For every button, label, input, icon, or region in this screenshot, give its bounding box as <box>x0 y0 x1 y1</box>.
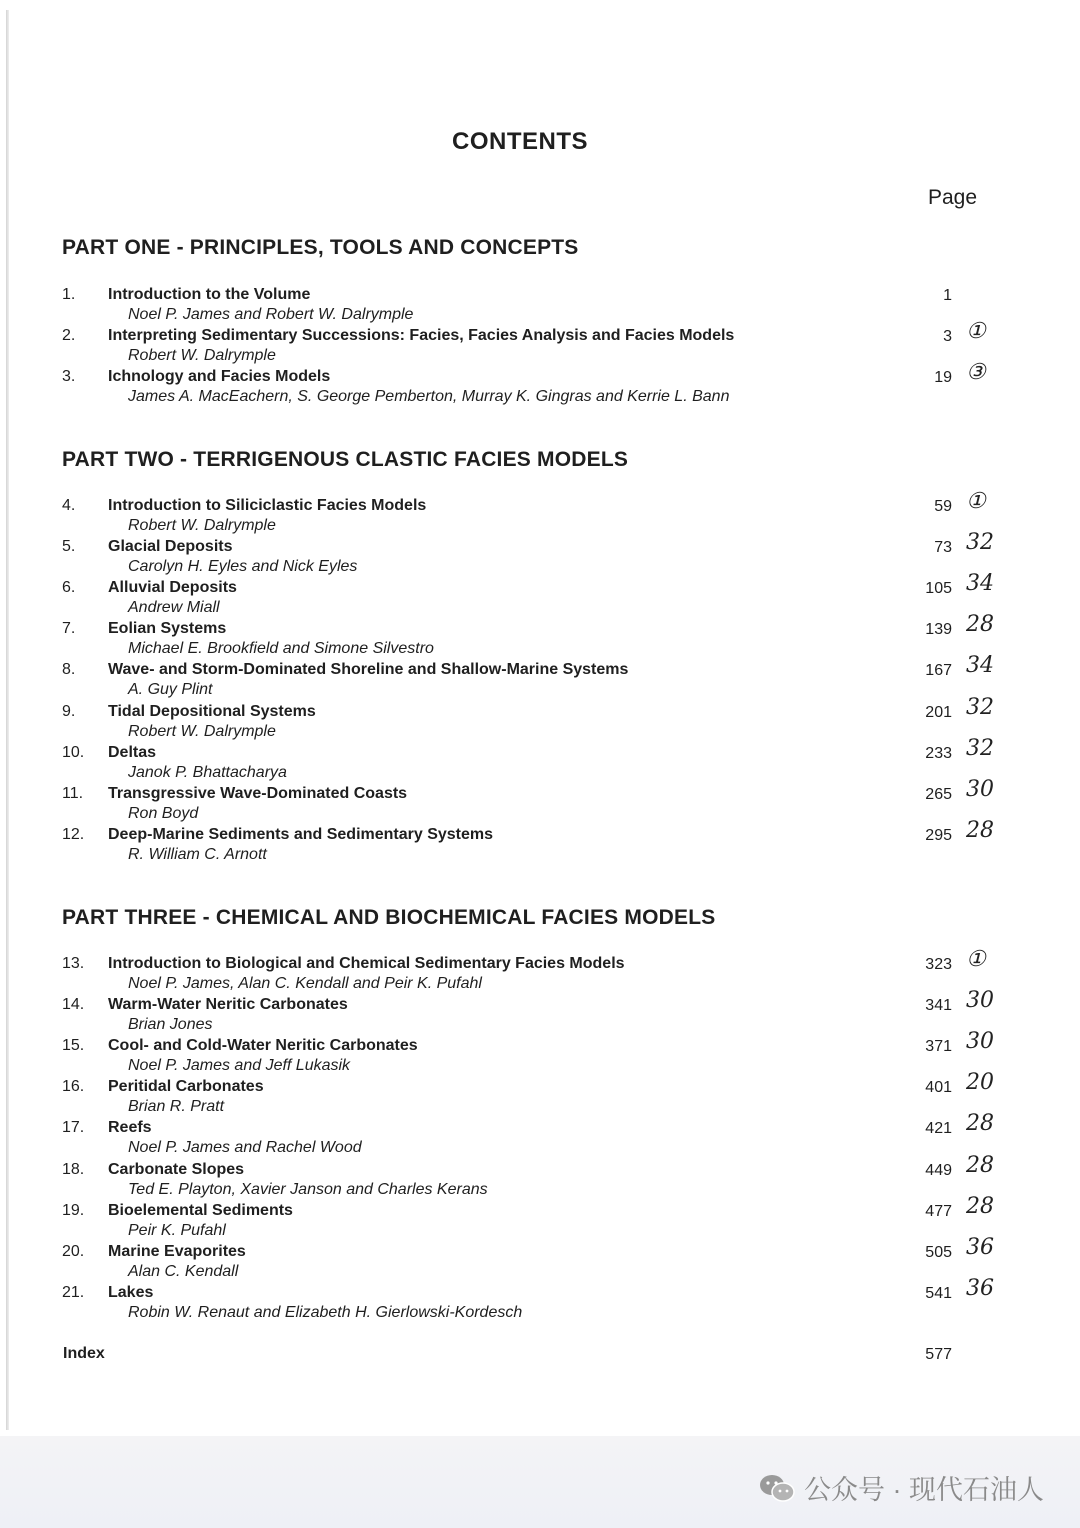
chapter-authors: Noel P. James, Alan C. Kendall and Peir K. Pufahl <box>128 975 482 992</box>
handwritten-note: 34 <box>966 653 994 679</box>
handwritten-note: 32 <box>966 694 994 720</box>
watermark-text: 公众号 · 现代石油人 <box>804 1475 1044 1505</box>
chapter-title[interactable]: Reefs <box>108 1119 152 1137</box>
toc-entry[interactable] <box>0 1275 1080 1325</box>
toc-entry[interactable] <box>0 530 1080 579</box>
handwritten-note: ① <box>966 489 986 514</box>
chapter-title[interactable]: Alluvial Deposits <box>108 579 237 597</box>
chapter-number: 11. <box>62 784 84 802</box>
chapter-authors: Ron Boyd <box>128 804 199 822</box>
part-heading: PART TWO - TERRIGENOUS CLASTIC FACIES MODELS <box>62 448 629 471</box>
chapter-title[interactable]: Tidal Depositional Systems <box>108 702 316 720</box>
chapter-page-number: 233 <box>925 744 952 762</box>
chapter-authors: A. Guy Plint <box>128 681 213 699</box>
chapter-page-number: 59 <box>934 498 952 515</box>
toc-entry[interactable] <box>0 286 1080 327</box>
chapter-number: 3. <box>62 368 76 386</box>
index-label[interactable]: Index <box>63 1345 105 1362</box>
chapter-title[interactable]: Wave- and Storm-Dominated Shoreline and Shallow-Marine Systems <box>108 661 629 679</box>
chapter-page-number: 139 <box>925 621 952 639</box>
chapter-authors: Andrew Miall <box>128 599 220 617</box>
chapter-page-number: 341 <box>925 997 952 1015</box>
chapter-page-number: 265 <box>925 785 952 803</box>
chapter-authors: Ted E. Playton, Xavier Janson and Charles Kerans <box>128 1180 488 1198</box>
page-column-label: Page <box>928 186 978 209</box>
chapter-authors: Brian Jones <box>128 1016 213 1034</box>
chapter-number: 15. <box>62 1037 85 1055</box>
handwritten-note: 28 <box>966 1152 994 1178</box>
chapter-title[interactable]: Introduction to Siliciclastic Facies Models <box>108 497 427 514</box>
chapter-page-number: 73 <box>934 539 952 557</box>
chapter-title[interactable]: Introduction to Biological and Chemical Sedimentary Facies Models <box>108 955 625 972</box>
chapter-page-number: 449 <box>925 1161 952 1179</box>
chapter-authors: Robert W. Dalrymple <box>128 347 276 365</box>
wechat-icon <box>758 1473 796 1503</box>
chapter-page-number: 1 <box>943 287 952 304</box>
toc-entry[interactable] <box>0 735 1080 785</box>
handwritten-note: 30 <box>966 776 994 802</box>
chapter-title[interactable]: Introduction to the Volume <box>108 286 311 303</box>
chapter-number: 1. <box>62 286 76 303</box>
chapter-title[interactable]: Marine Evaporites <box>108 1242 246 1260</box>
handwritten-note: 34 <box>966 571 994 597</box>
chapter-page-number: 19 <box>934 369 952 387</box>
chapter-page-number: 421 <box>925 1120 952 1138</box>
contents-title: CONTENTS <box>452 128 588 155</box>
chapter-authors: James A. MacEachern, S. George Pemberton, Murray K. Gingras and Kerrie L. Bann <box>128 388 730 406</box>
chapter-number: 9. <box>62 702 76 720</box>
toc-entry[interactable] <box>0 612 1080 661</box>
handwritten-note: ③ <box>966 360 986 386</box>
chapter-title[interactable]: Carbonate Slopes <box>108 1160 245 1178</box>
toc-entry[interactable] <box>0 1029 1080 1078</box>
handwritten-note: 28 <box>966 1111 994 1137</box>
chapter-authors: Noel P. James and Rachel Wood <box>128 1139 362 1157</box>
chapter-number: 7. <box>62 620 76 638</box>
chapter-page-number: 541 <box>925 1284 952 1302</box>
toc-entry[interactable] <box>0 319 1080 368</box>
chapter-authors: Janok P. Bhattacharya <box>128 763 287 781</box>
handwritten-note: 36 <box>966 1275 994 1301</box>
chapter-page-number: 201 <box>925 703 952 721</box>
watermark <box>758 1468 1044 1507</box>
toc-entry[interactable] <box>0 1193 1080 1243</box>
handwritten-note: 32 <box>966 735 994 761</box>
index-page-number: 577 <box>925 1346 952 1363</box>
handwritten-note: 32 <box>966 530 994 556</box>
chapter-number: 5. <box>62 538 76 556</box>
chapter-title[interactable]: Glacial Deposits <box>108 538 233 556</box>
chapter-title[interactable]: Peritidal Carbonates <box>108 1078 264 1096</box>
chapter-number: 18. <box>62 1160 85 1178</box>
chapter-number: 21. <box>62 1283 85 1301</box>
chapter-number: 17. <box>62 1119 85 1137</box>
toc-entry[interactable] <box>0 571 1080 620</box>
chapter-number: 13. <box>62 955 85 972</box>
toc-entry[interactable] <box>0 489 1080 538</box>
chapter-title[interactable]: Eolian Systems <box>108 620 227 638</box>
chapter-number: 14. <box>62 996 85 1014</box>
chapter-authors: R. William C. Arnott <box>128 845 267 863</box>
chapter-title[interactable]: Deltas <box>108 743 157 761</box>
chapter-title[interactable]: Deep-Marine Sediments and Sedimentary Systems <box>108 825 494 843</box>
chapter-number: 10. <box>62 743 85 761</box>
part-heading: PART THREE - CHEMICAL AND BIOCHEMICAL FACIES MODELS <box>62 906 716 929</box>
toc-entry[interactable] <box>0 653 1080 702</box>
chapter-page-number: 371 <box>925 1038 952 1056</box>
chapter-authors: Robin W. Renaut and Elizabeth H. Gierlowski-Kordesch <box>128 1303 523 1321</box>
handwritten-note: 20 <box>966 1070 994 1096</box>
chapter-title[interactable]: Warm-Water Neritic Carbonates <box>108 996 348 1014</box>
chapter-page-number: 401 <box>925 1079 952 1097</box>
chapter-number: 19. <box>62 1201 85 1219</box>
handwritten-note: ① <box>966 319 986 345</box>
chapter-number: 20. <box>62 1242 85 1260</box>
chapter-authors: Michael E. Brookfield and Simone Silvestro <box>128 640 434 658</box>
chapter-page-number: 323 <box>925 956 952 973</box>
toc-entry[interactable] <box>0 1070 1080 1119</box>
chapter-title[interactable]: Bioelemental Sediments <box>108 1201 293 1219</box>
part-heading: PART ONE - PRINCIPLES, TOOLS AND CONCEPTS <box>62 236 579 259</box>
handwritten-note: 28 <box>966 612 994 638</box>
chapter-title[interactable]: Interpreting Sedimentary Successions: Facies, Facies Analysis and Facies Models <box>108 327 735 345</box>
chapter-number: 4. <box>62 497 76 514</box>
toc-entry[interactable] <box>0 1152 1080 1202</box>
toc-entry[interactable] <box>0 988 1080 1037</box>
chapter-number: 2. <box>62 327 76 345</box>
chapter-authors: Robert W. Dalrymple <box>128 722 276 740</box>
toc-entry[interactable] <box>0 776 1080 826</box>
chapter-authors: Carolyn H. Eyles and Nick Eyles <box>128 558 358 576</box>
toc-entry[interactable] <box>0 1234 1080 1284</box>
chapter-number: 6. <box>62 579 76 597</box>
chapter-page-number: 3 <box>943 328 952 346</box>
toc-entry[interactable] <box>0 360 1080 409</box>
chapter-authors: Brian R. Pratt <box>128 1098 225 1116</box>
chapter-authors: Robert W. Dalrymple <box>128 517 276 534</box>
chapter-page-number: 295 <box>925 826 952 844</box>
chapter-number: 12. <box>62 825 85 843</box>
chapter-authors: Peir K. Pufahl <box>128 1221 226 1239</box>
chapter-page-number: 477 <box>925 1202 952 1220</box>
chapter-title[interactable]: Cool- and Cold-Water Neritic Carbonates <box>108 1037 418 1055</box>
handwritten-note: 28 <box>966 817 994 843</box>
chapter-title[interactable]: Transgressive Wave-Dominated Coasts <box>108 784 408 802</box>
chapter-page-number: 167 <box>925 662 952 680</box>
chapter-number: 8. <box>62 661 76 679</box>
chapter-title[interactable]: Lakes <box>108 1283 154 1301</box>
chapter-authors: Alan C. Kendall <box>128 1262 239 1280</box>
chapter-number: 16. <box>62 1078 85 1096</box>
handwritten-note: 28 <box>966 1193 994 1219</box>
handwritten-note: ① <box>966 947 986 972</box>
toc-entry[interactable] <box>0 817 1080 867</box>
chapter-title[interactable]: Ichnology and Facies Models <box>108 368 331 386</box>
toc-entry[interactable] <box>0 694 1080 744</box>
chapter-page-number: 505 <box>925 1243 952 1261</box>
toc-entry[interactable] <box>0 947 1080 996</box>
chapter-page-number: 105 <box>925 580 952 598</box>
chapter-authors: Noel P. James and Robert W. Dalrymple <box>128 306 414 323</box>
handwritten-note: 36 <box>966 1234 994 1260</box>
toc-entry[interactable] <box>0 1111 1080 1160</box>
chapter-authors: Noel P. James and Jeff Lukasik <box>128 1057 351 1075</box>
handwritten-note: 30 <box>966 988 994 1014</box>
handwritten-note: 30 <box>966 1029 994 1055</box>
